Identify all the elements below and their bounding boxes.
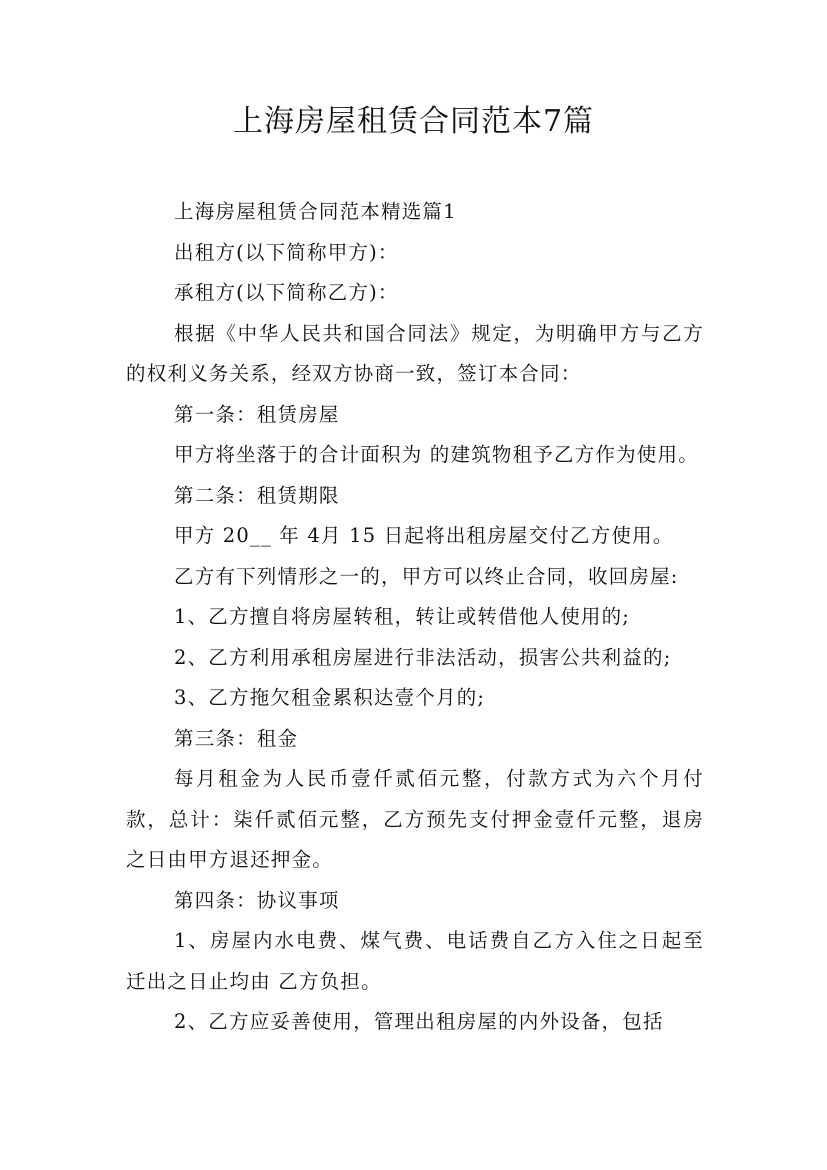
termination-item-2: 2、乙方利用承租房屋进行非法活动，损害公共利益的;: [174, 645, 672, 669]
article-2-heading: 第二条：租赁期限: [174, 483, 340, 507]
article-3-heading: 第三条：租金: [174, 726, 299, 750]
article-3-text: 每月租金为人民币壹仟贰佰元整，付款方式为六个月付款，总计：柒仟贰佰元整，乙方预先支付押金壹仟元整，退房之日由甲方退还押金。: [126, 767, 704, 871]
document-body: [126, 192, 704, 1043]
termination-item-1: 1、乙方擅自将房屋转租，转让或转借他人使用的;: [174, 605, 631, 628]
article-4-item-2: 2、乙方应妥善使用，管理出租房屋的内外设备，包括: [174, 1010, 664, 1033]
article-4-item-1: 1、房屋内水电费、煤气费、电话费自乙方入住之日起至迁出之日止均由 乙方负担。: [126, 929, 704, 993]
article-2-text: 甲方 20__ 年 4月 15 日起将出租房屋交付乙方使用。: [174, 524, 674, 547]
article-1-text: 甲方将坐落于的合计面积为 的建筑物租予乙方作为使用。: [174, 443, 699, 466]
article-1-heading: 第一条：租赁房屋: [174, 402, 340, 426]
preamble-paragraph: 根据《中华人民共和国合同法》规定，为明确甲方与乙方的权利义务关系，经双方协商一致，签订本合同：: [126, 321, 704, 385]
section-heading: 上海房屋租赁合同范本精选篇1: [174, 200, 457, 223]
lessee-line: 承租方(以下简称乙方)：: [174, 281, 399, 304]
article-4-heading: 第四条：协议事项: [174, 888, 340, 912]
document-title: 上海房屋租赁合同范本7篇: [232, 104, 595, 139]
termination-item-3: 3、乙方拖欠租金累积达壹个月的;: [174, 686, 486, 709]
termination-intro: 乙方有下列情形之一的，甲方可以终止合同，收回房屋:: [174, 564, 679, 588]
lessor-line: 出租方(以下简称甲方)：: [174, 240, 399, 264]
